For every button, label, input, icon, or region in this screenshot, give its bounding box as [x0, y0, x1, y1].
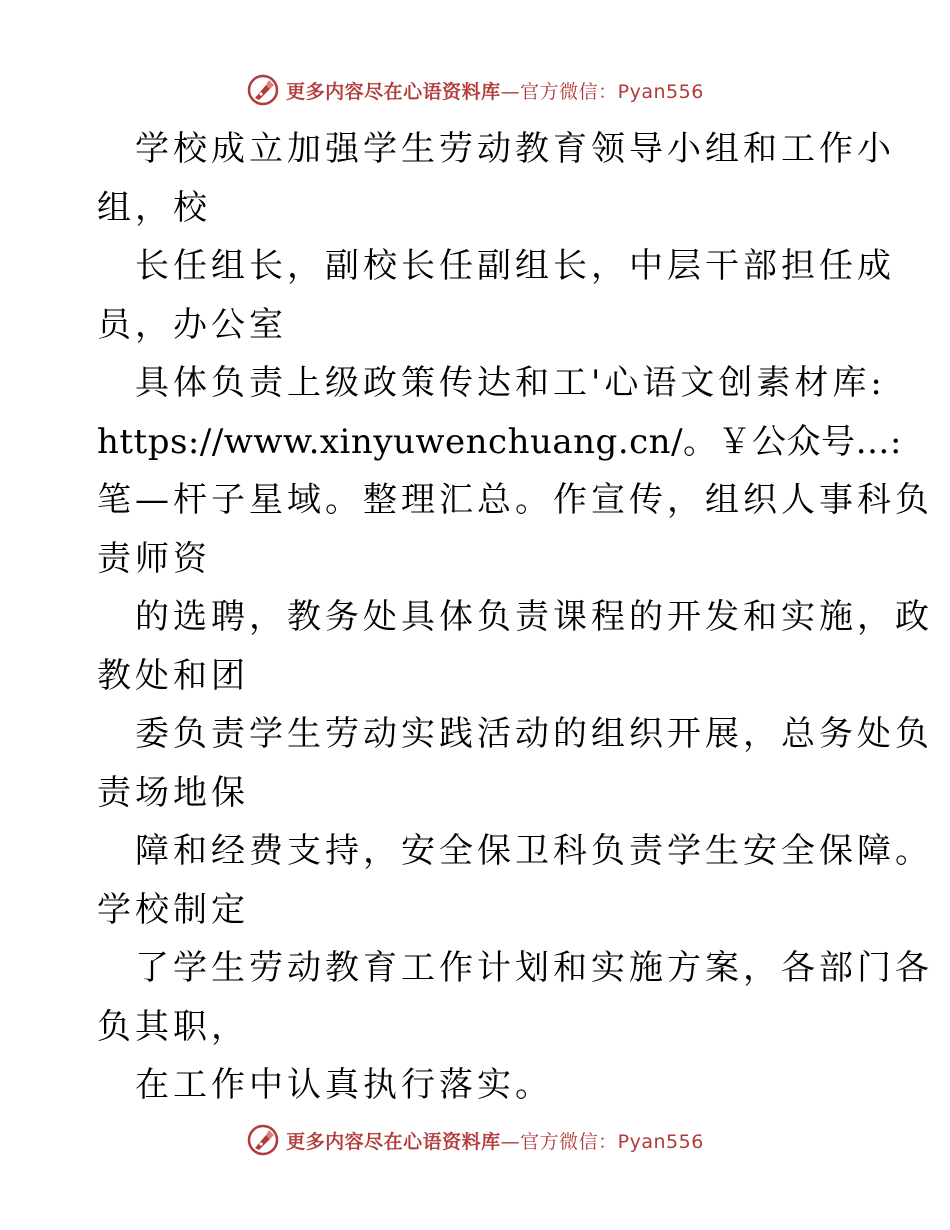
header-brand: 更多内容尽在心语资料库 [286, 80, 501, 103]
pen-nib-icon [246, 1123, 280, 1157]
body-line: 在工作中认真执行落实。 [135, 1065, 553, 1105]
body-line: 责师资 [97, 538, 211, 579]
document-body [97, 120, 933, 1115]
body-line: 教处和团 [97, 655, 249, 696]
body-line: 负其职， [97, 1006, 249, 1047]
body-line: 具体负责上级政策传达和工'心语文创素材库: [135, 363, 886, 403]
pen-nib-icon [246, 73, 280, 107]
body-line: 责场地保 [97, 772, 249, 813]
body-line: 员，办公室 [97, 304, 287, 345]
body-line: 笔—杆子星域。整理汇总。作宣传，组织人事科负 [97, 480, 933, 520]
body-line: 障和经费支持，安全保卫科负责学生安全保障。 [135, 831, 933, 871]
body-line: https://www.xinyuwenchuang.cn/。￥公众号…: [97, 421, 902, 462]
header-contact: 官方微信：Pyan556 [520, 80, 704, 103]
footer-brand: 更多内容尽在心语资料库 [286, 1130, 501, 1153]
body-line: 的选聘，教务处具体负责课程的开发和实施，政 [135, 597, 933, 637]
footer-banner [0, 1120, 950, 1160]
body-line: 学校制定 [97, 889, 249, 930]
footer-separator: — [500, 1130, 521, 1153]
body-line: 委负责学生劳动实践活动的组织开展，总务处负 [135, 714, 933, 754]
body-line: 学校成立加强学生劳动教育领导小组和工作小 [135, 129, 895, 169]
footer-text [286, 1127, 704, 1154]
body-line: 组，校 [97, 187, 211, 228]
body-line: 了学生劳动教育工作计划和实施方案，各部门各 [135, 948, 933, 988]
header-text [286, 77, 704, 104]
header-separator: — [500, 80, 521, 103]
footer-contact: 官方微信：Pyan556 [520, 1130, 704, 1153]
body-line: 长任组长，副校长任副组长，中层干部担任成 [135, 246, 895, 286]
header-banner [0, 70, 950, 110]
